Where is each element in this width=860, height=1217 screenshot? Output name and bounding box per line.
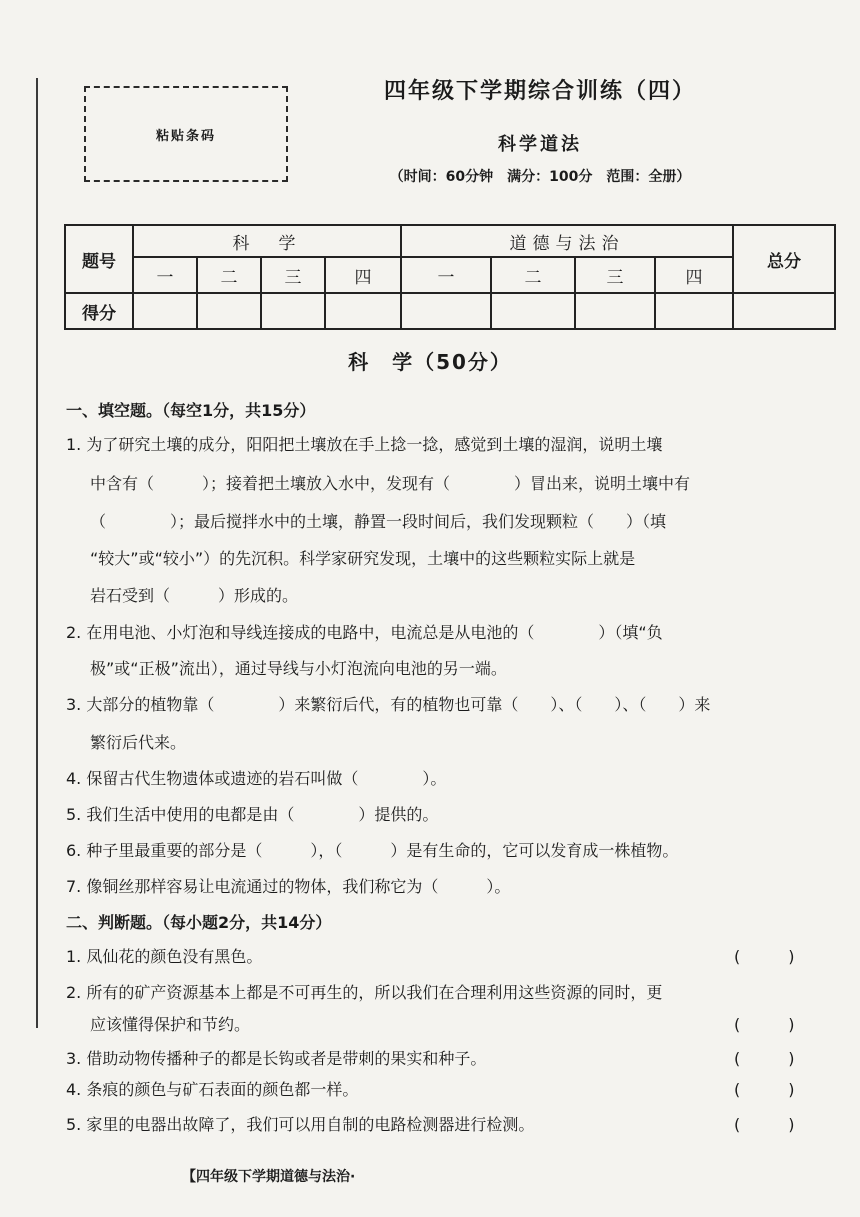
barcode-paste-area [84, 86, 288, 182]
column-header: 三 [575, 257, 655, 293]
question-line: 2. 在用电池、小灯泡和导线连接成的电路中，电流总是从电池的（ ）（填“负 [66, 623, 663, 642]
answer-paren[interactable]: ( ) [734, 1115, 795, 1134]
exam-title: 四年级下学期综合训练（四） [383, 79, 696, 104]
question-line: 5. 我们生活中使用的电都是由（ ）提供的。 [66, 805, 439, 824]
score-cell[interactable] [655, 293, 733, 329]
score-cell[interactable] [575, 293, 655, 329]
answer-paren[interactable]: ( ) [734, 1080, 795, 1099]
exam-subject: 科学道法 [498, 134, 582, 155]
question-line: 1. 为了研究土壤的成分，阳阳把土壤放在手上捻一捻，感觉到土壤的湿润，说明土壤 [66, 435, 663, 454]
question-line: （ ）；最后搅拌水中的土壤，静置一段时间后，我们发现颗粒（ ）（填 [90, 512, 667, 531]
score-cell[interactable] [261, 293, 325, 329]
score-cell[interactable] [401, 293, 491, 329]
question-line: “较大”或“较小”）的先沉积。科学家研究发现，土壤中的这些颗粒实际上就是 [90, 549, 636, 568]
column-header: 一 [133, 257, 197, 293]
binding-margin-line [36, 78, 38, 1028]
ethics-group-label: 道德与法治 [401, 225, 733, 257]
score-cell[interactable] [491, 293, 575, 329]
judgment-line: 3. 借助动物传播种子的都是长钩或者是带刺的果实和种子。 [66, 1049, 487, 1068]
score-row-label: 得分 [65, 293, 133, 329]
judgment-line: 应该懂得保护和节约。 [90, 1015, 251, 1034]
column-header: 三 [261, 257, 325, 293]
answer-paren[interactable]: ( ) [734, 947, 795, 966]
column-header: 二 [491, 257, 575, 293]
barcode-label: 粘贴条码 [155, 128, 216, 144]
score-table [64, 224, 836, 330]
true-false-heading: 二、判断题。（每小题2分，共14分） [66, 913, 332, 932]
answer-paren[interactable]: ( ) [734, 1015, 795, 1034]
science-section-title: 科 学（50分） [348, 350, 512, 374]
fill-blank-heading: 一、填空题。（每空1分，共15分） [66, 401, 316, 420]
column-header: 四 [325, 257, 401, 293]
question-line: 3. 大部分的植物靠（ ）来繁衍后代，有的植物也可靠（ ）、（ ）、（ ）来 [66, 695, 711, 714]
score-cell[interactable] [197, 293, 261, 329]
exam-info: （时间：60分钟 满分：100分 范围：全册） [389, 169, 691, 185]
answer-paren[interactable]: ( ) [734, 1049, 795, 1068]
question-line: 极”或“正极”流出），通过导线与小灯泡流向电池的另一端。 [90, 659, 507, 678]
judgment-line: 5. 家里的电器出故障了，我们可以用自制的电路检测器进行检测。 [66, 1115, 535, 1134]
science-group-label: 科 学 [133, 225, 401, 257]
column-header: 一 [401, 257, 491, 293]
question-line: 繁衍后代来。 [90, 733, 187, 752]
question-line: 6. 种子里最重要的部分是（ ），（ ）是有生命的，它可以发育成一株植物。 [66, 841, 679, 860]
question-number-label: 题号 [65, 225, 133, 293]
judgment-line: 4. 条痕的颜色与矿石表面的颜色都一样。 [66, 1080, 359, 1099]
page-footer: 【四年级下学期道德与法治· [182, 1169, 356, 1185]
total-score-cell[interactable] [733, 293, 835, 329]
score-cell[interactable] [325, 293, 401, 329]
question-line: 4. 保留古代生物遗体或遗迹的岩石叫做（ ）。 [66, 769, 447, 788]
question-line: 岩石受到（ ）形成的。 [90, 586, 299, 605]
question-line: 中含有（ ）；接着把土壤放入水中，发现有（ ）冒出来，说明土壤中有 [90, 474, 691, 493]
judgment-line: 1. 凤仙花的颜色没有黑色。 [66, 947, 263, 966]
question-line: 7. 像铜丝那样容易让电流通过的物体，我们称它为（ ）。 [66, 877, 511, 896]
column-header: 二 [197, 257, 261, 293]
score-cell[interactable] [133, 293, 197, 329]
total-score-label: 总分 [733, 225, 835, 293]
column-header: 四 [655, 257, 733, 293]
judgment-line: 2. 所有的矿产资源基本上都是不可再生的，所以我们在合理利用这些资源的同时，更 [66, 983, 663, 1002]
